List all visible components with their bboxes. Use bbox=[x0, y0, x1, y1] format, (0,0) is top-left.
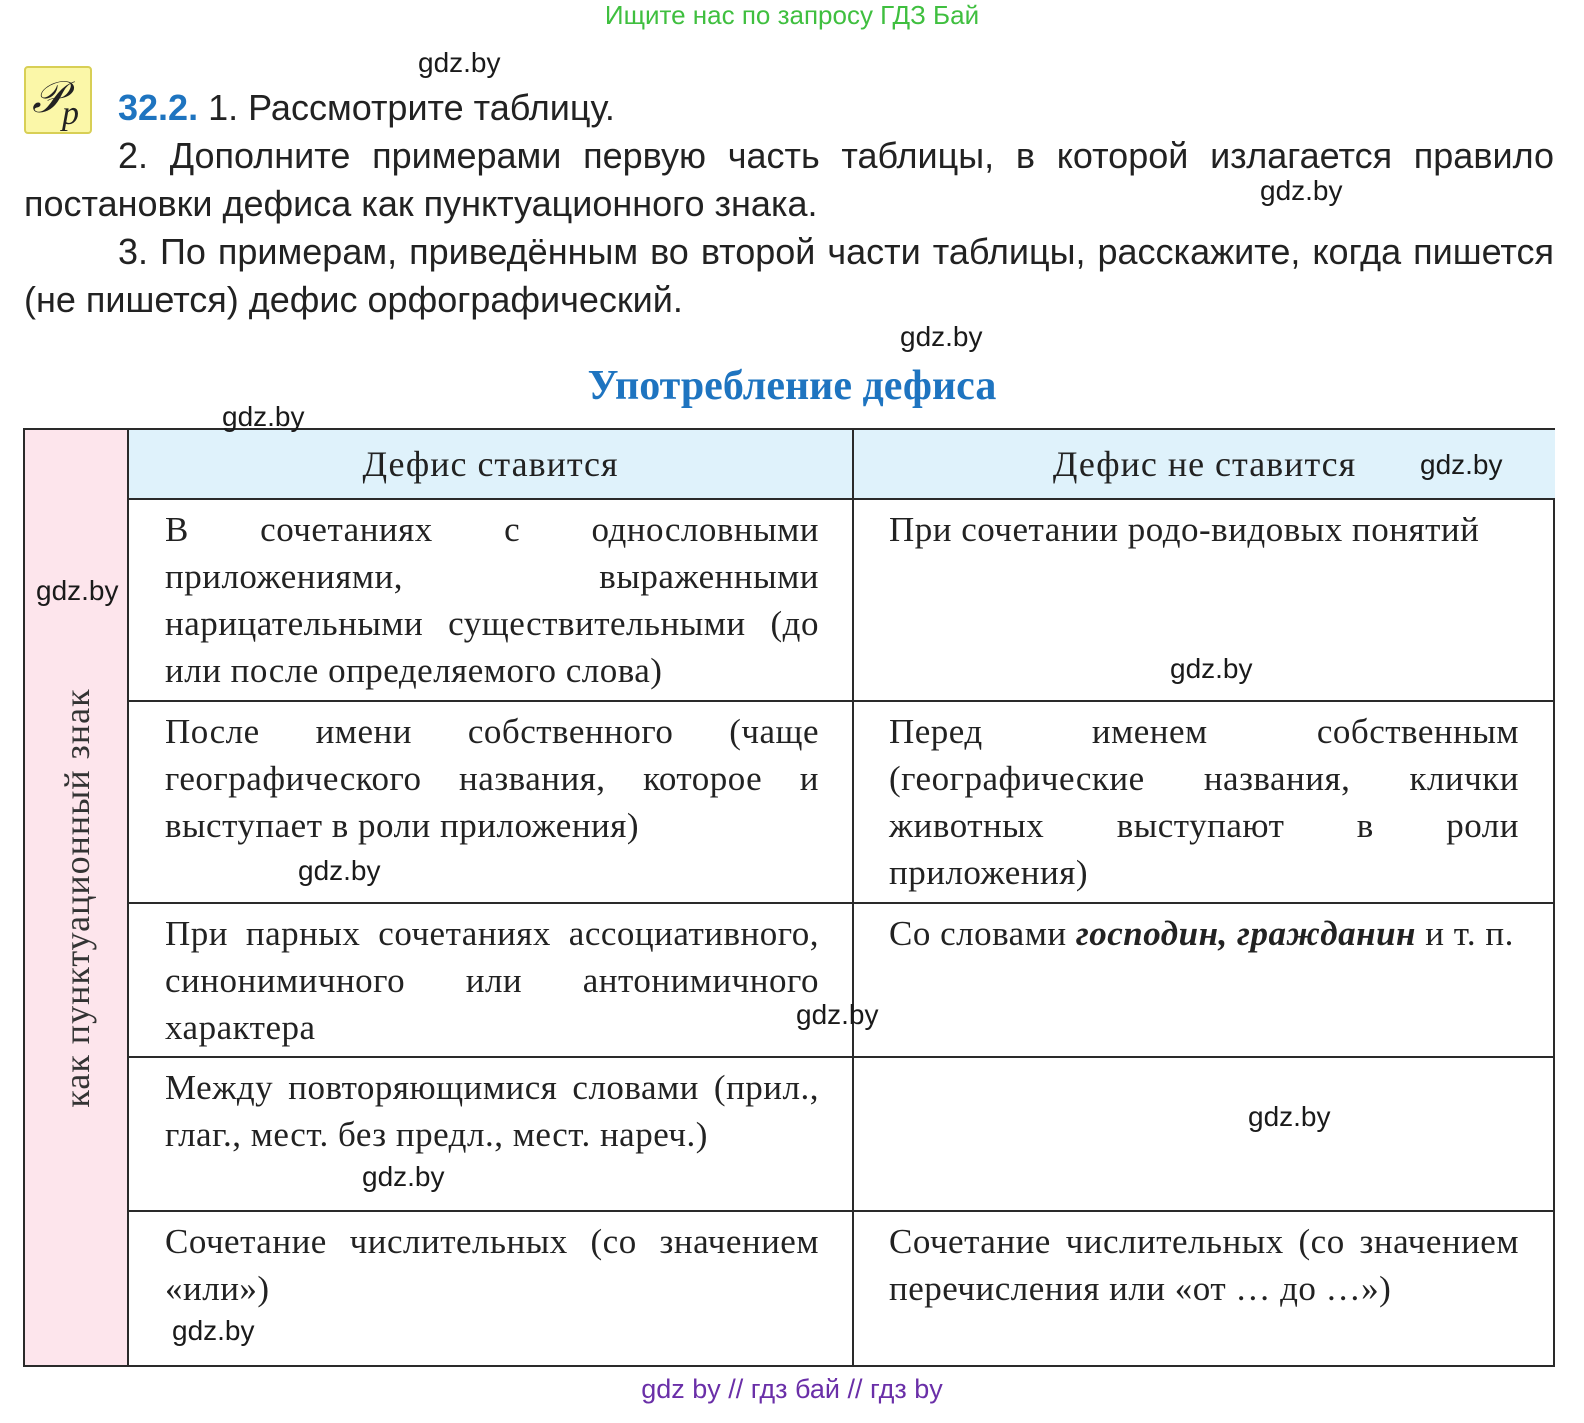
watermark: gdz.by bbox=[796, 999, 879, 1030]
svg-text:𝒫: 𝒫 bbox=[32, 73, 64, 122]
row-3-left: При парных сочетаниях ассоциативного, синонимичного или антонимичного характера bbox=[165, 914, 819, 1047]
watermark: gdz.by bbox=[222, 401, 305, 432]
watermark: gdz.by bbox=[172, 1315, 255, 1346]
watermark: gdz.by bbox=[418, 47, 501, 78]
row-divider bbox=[129, 700, 1555, 702]
watermark: gdz.by bbox=[1420, 449, 1503, 480]
watermark: gdz.by bbox=[298, 855, 381, 886]
top-banner: Ищите нас по запросу ГДЗ Бай bbox=[604, 0, 980, 30]
row-4-right bbox=[889, 1060, 1519, 1064]
row-divider bbox=[129, 1210, 1555, 1212]
row-1-left: В сочетаниях с однословными приложениями, выраженными нарицательными существительными (до или после определяемого слова) bbox=[165, 510, 819, 690]
row-3-right-emphasis: господин, гражданин bbox=[1075, 914, 1416, 953]
row-5-left: Сочетание числительных (со значением «или») bbox=[165, 1222, 819, 1308]
svg-text:p: p bbox=[62, 95, 79, 132]
row-1-right: При сочетании родо-видовых понятий bbox=[889, 510, 1480, 549]
row-3-right-suffix: и т. п. bbox=[1415, 914, 1514, 953]
side-label: как пунктуационный знак bbox=[57, 688, 97, 1108]
row-divider bbox=[129, 1056, 1555, 1058]
row-3-right-prefix: Со словами bbox=[889, 914, 1076, 953]
header-left: Дефис ставится bbox=[129, 430, 852, 500]
row-4-left: Между повторяющимися словами (прил., глаг., мест. без предл., мест. нареч.) bbox=[165, 1068, 819, 1154]
watermark: gdz.by bbox=[1248, 1101, 1331, 1132]
watermark: gdz.by bbox=[36, 575, 119, 606]
row-5-right: Сочетание числительных (со значением перечисления или «от … до …») bbox=[889, 1222, 1519, 1308]
task-number: 32.2. bbox=[118, 87, 199, 128]
row-3-right bbox=[889, 906, 1519, 957]
side-column bbox=[25, 430, 129, 1365]
row-2-left: После имени собственного (чаще географического названия, которое и выступает в роли приложения) bbox=[165, 712, 819, 845]
column-divider bbox=[852, 430, 854, 1365]
header-right: Дефис не ставится bbox=[854, 430, 1555, 500]
row-divider bbox=[129, 902, 1555, 904]
watermark: gdz.by bbox=[900, 321, 983, 352]
task-item-2: 2. Дополните примерами первую часть таблицы, в которой излагается правило постановки дефиса как пунктуационного знака. bbox=[24, 135, 1554, 224]
watermark: gdz.by bbox=[1260, 175, 1343, 206]
table-title: Употребление дефиса bbox=[587, 363, 997, 409]
task-item-3: 3. По примерам, приведённым во второй части таблицы, расскажите, когда пишется (не пишется) дефис орфографический. bbox=[24, 231, 1554, 320]
row-2-right: Перед именем собственным (географические названия, клички животных выступают в роли приложения) bbox=[889, 712, 1519, 892]
watermark: gdz.by bbox=[362, 1161, 445, 1192]
watermark: gdz.by bbox=[1170, 653, 1253, 684]
bottom-watermark: gdz by // гдз бай // гдз by bbox=[641, 1374, 943, 1404]
task-item-1: 1. Рассмотрите таблицу. bbox=[208, 87, 615, 128]
hyphen-usage-table bbox=[23, 428, 1555, 1367]
